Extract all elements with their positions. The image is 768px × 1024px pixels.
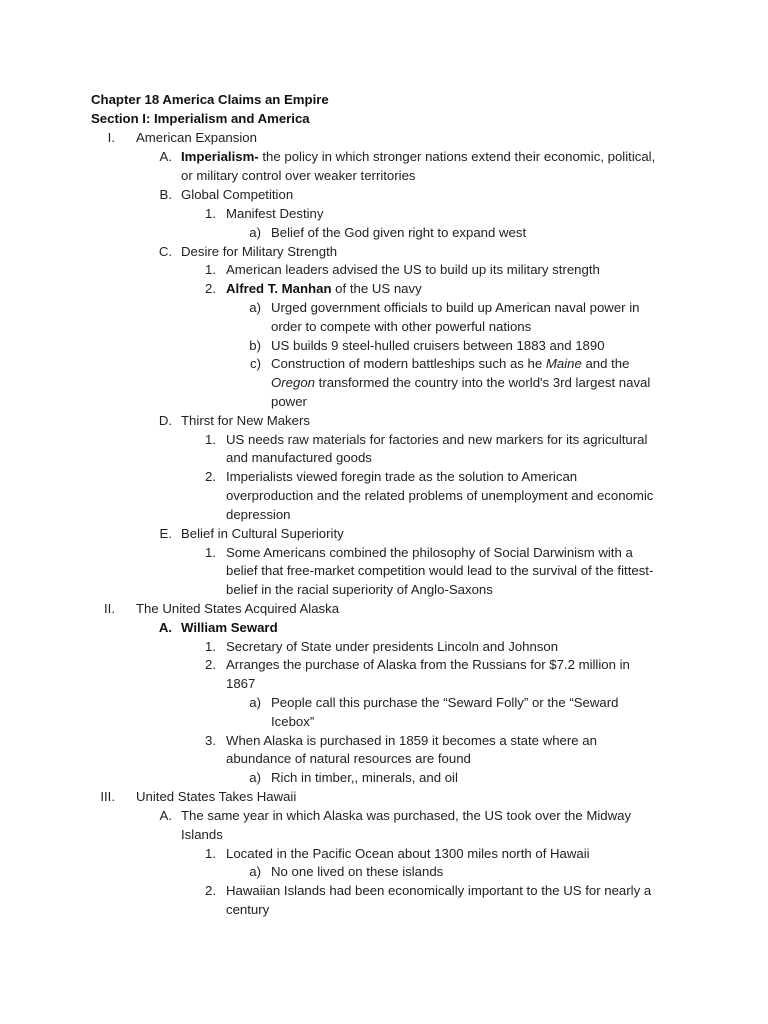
outline-text: The United States Acquired Alaska bbox=[136, 601, 340, 616]
term-imperialism: Imperialism- bbox=[181, 149, 259, 164]
outline-marker: A. bbox=[158, 620, 172, 635]
section-title: Section I: Imperialism and America bbox=[91, 111, 310, 126]
outline-text: Rich in timber,, minerals, and oil bbox=[271, 770, 458, 785]
outline-text: Some Americans combined the philosophy of Social Darwinism with a bbox=[226, 545, 633, 560]
outline-text: Secretary of State under presidents Lincoln and Johnson bbox=[226, 639, 559, 654]
outline-text: power bbox=[271, 394, 307, 409]
outline-text: Urged government officials to build up American naval power in bbox=[271, 300, 640, 315]
outline-text: Global Competition bbox=[181, 187, 294, 202]
outline-text: belief that free-market competition would lead to the survival of the fittest- bbox=[226, 563, 654, 578]
outline-text: Desire for Military Strength bbox=[181, 244, 338, 259]
outline-marker: A. bbox=[159, 149, 172, 164]
outline-text: No one lived on these islands bbox=[271, 864, 444, 879]
ship-name-maine: Maine bbox=[545, 356, 582, 371]
chapter-title: Chapter 18 America Claims an Empire bbox=[91, 92, 329, 107]
outline-marker: a) bbox=[249, 864, 261, 879]
outline-text: and the bbox=[581, 356, 630, 371]
outline-text: the policy in which stronger nations extend their economic, political, bbox=[258, 149, 656, 164]
outline-text: transformed the country into the world's 3rd largest naval bbox=[315, 375, 651, 390]
outline-marker: B. bbox=[159, 187, 172, 202]
outline-text: Arranges the purchase of Alaska from the Russians for $7.2 million in bbox=[226, 657, 630, 672]
outline-text: People call this purchase the “Seward Folly” or the “Seward bbox=[271, 695, 619, 710]
outline-marker: 1. bbox=[205, 206, 216, 221]
outline-text: order to compete with other powerful nations bbox=[271, 319, 532, 334]
outline-text: overproduction and the related problems of unemployment and economic bbox=[226, 488, 654, 503]
outline-text: Belief of the God given right to expand west bbox=[271, 225, 527, 240]
outline-text: Imperialists viewed foregin trade as the solution to American bbox=[226, 469, 578, 484]
outline-text: and manufactured goods bbox=[226, 450, 372, 465]
outline-text: Islands bbox=[181, 827, 223, 842]
outline-text: United States Takes Hawaii bbox=[136, 789, 297, 804]
outline-marker: 3. bbox=[205, 733, 216, 748]
outline-marker: C. bbox=[158, 244, 172, 259]
outline-marker: 2. bbox=[205, 469, 216, 484]
outline-marker: a) bbox=[249, 225, 261, 240]
outline-marker: 1. bbox=[205, 432, 216, 447]
outline-text: The same year in which Alaska was purchased, the US took over the Midway bbox=[181, 808, 632, 823]
outline-marker: II. bbox=[104, 601, 115, 616]
outline-marker: a) bbox=[249, 770, 261, 785]
outline-marker: 2. bbox=[205, 281, 216, 296]
outline-text: Thirst for New Makers bbox=[181, 413, 310, 428]
outline-marker: D. bbox=[158, 413, 172, 428]
term-alfred-manhan: Alfred T. Manhan bbox=[226, 281, 332, 296]
outline-text: William Seward bbox=[181, 620, 278, 635]
outline-text: depression bbox=[226, 507, 291, 522]
outline-marker: c) bbox=[250, 356, 261, 371]
outline-text: Construction of modern battleships such as he bbox=[271, 356, 546, 371]
outline-text: Icebox” bbox=[271, 714, 315, 729]
outline-text: American leaders advised the US to build up its military strength bbox=[226, 262, 600, 277]
outline-marker: 1. bbox=[205, 545, 216, 560]
outline-text: 1867 bbox=[226, 676, 256, 691]
outline-marker: III. bbox=[100, 789, 115, 804]
outline-text: century bbox=[226, 902, 270, 917]
outline-marker: A. bbox=[159, 808, 172, 823]
outline-marker: 1. bbox=[205, 262, 216, 277]
outline-marker: E. bbox=[159, 526, 172, 541]
outline-text: American Expansion bbox=[136, 130, 257, 145]
outline-text: Manifest Destiny bbox=[226, 206, 324, 221]
outline-text: Belief in Cultural Superiority bbox=[181, 526, 344, 541]
outline-marker: 2. bbox=[205, 883, 216, 898]
outline-text: of the US navy bbox=[331, 281, 422, 296]
outline-marker: 1. bbox=[205, 846, 216, 861]
ship-name-oregon: Oregon bbox=[271, 375, 315, 390]
outline-marker: 1. bbox=[205, 639, 216, 654]
outline-text: US builds 9 steel-hulled cruisers between 1883 and 1890 bbox=[271, 338, 605, 353]
outline-marker: 2. bbox=[205, 657, 216, 672]
outline-marker: I. bbox=[107, 130, 115, 145]
outline-text: When Alaska is purchased in 1859 it becomes a state where an bbox=[226, 733, 597, 748]
outline-marker: a) bbox=[249, 300, 261, 315]
outline-text: abundance of natural resources are found bbox=[226, 751, 471, 766]
outline-marker: b) bbox=[249, 338, 261, 353]
outline-text: US needs raw materials for factories and new markers for its agricultural bbox=[226, 432, 648, 447]
outline-text: Hawaiian Islands had been economically important to the US for nearly a bbox=[226, 883, 652, 898]
outline-text: belief in the racial superiority of Anglo-Saxons bbox=[226, 582, 493, 597]
outline-text: Located in the Pacific Ocean about 1300 miles north of Hawaii bbox=[226, 846, 590, 861]
outline-text: or military control over weaker territories bbox=[181, 168, 416, 183]
outline-marker: a) bbox=[249, 695, 261, 710]
